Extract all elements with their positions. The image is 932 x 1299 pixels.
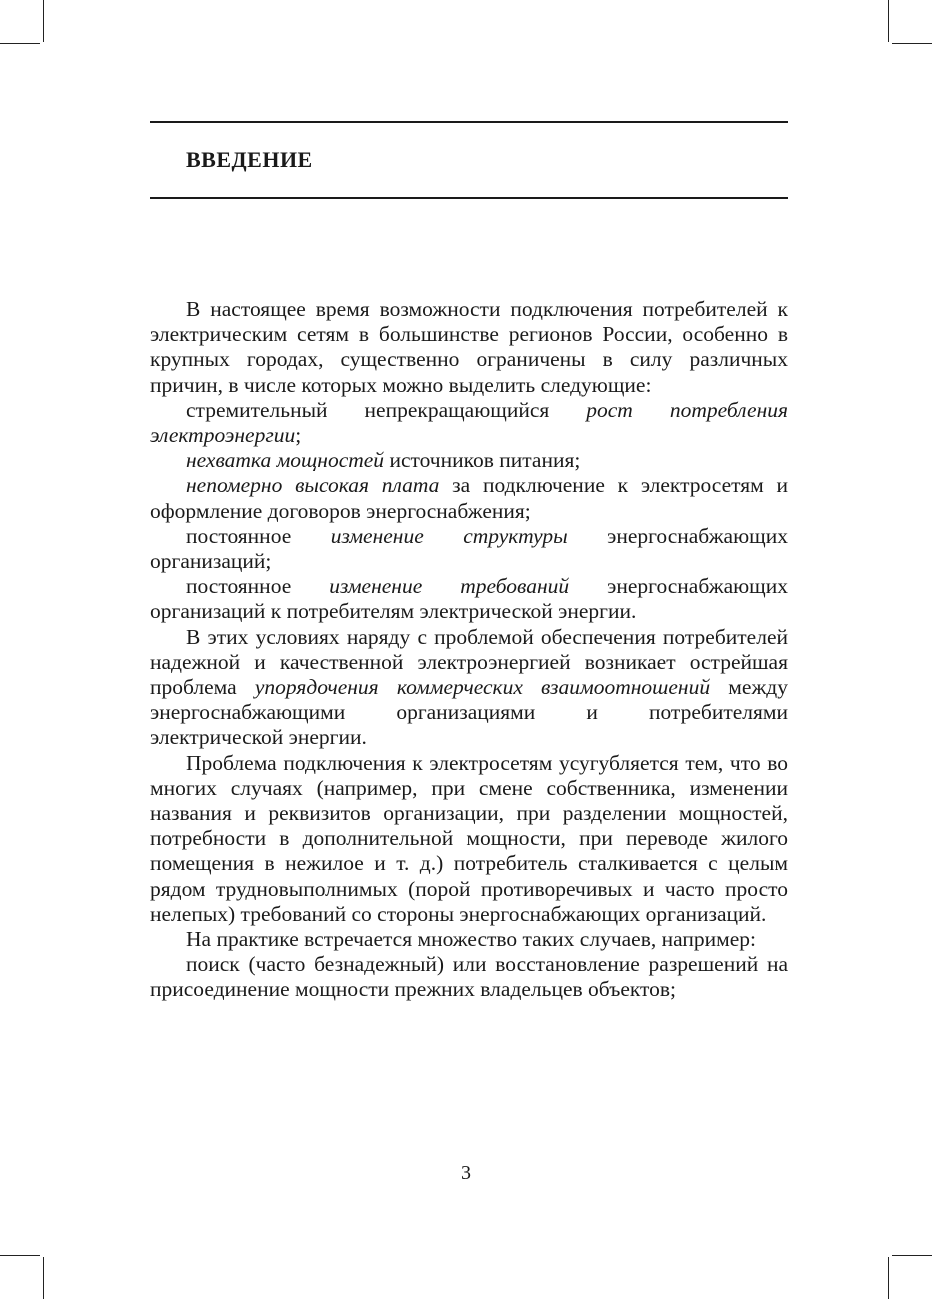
emphasis-text: непомерно высокая плата (186, 473, 440, 498)
paragraph (150, 297, 788, 398)
crop-mark (0, 43, 40, 44)
crop-mark (0, 1255, 40, 1256)
page-number: 3 (461, 1162, 471, 1184)
emphasis-text: изменение требований (329, 574, 570, 599)
heading-bottom-rule (150, 197, 788, 199)
paragraph (150, 398, 788, 448)
text-segment: источников питания; (384, 448, 581, 473)
crop-mark (892, 43, 932, 44)
text-segment: стремительный непрекращающийся (186, 397, 587, 422)
text-segment: ; (295, 423, 302, 448)
text-segment: В настоящее время возможности подключения потребителей к электрическим сетям в большинстве регионов России, особенно в крупных городах, существенно ограничены в силу различных причин, в числе которых можно выделить следующие: (150, 297, 788, 397)
text-segment: В этих условиях наряду с проблемой обеспечения потребителей надежной и качественной электроэнергией возникает острейшая проблема (150, 624, 788, 700)
crop-mark (43, 0, 44, 42)
text-segment: энергоснабжающих организаций к потребителям электрической энергии. (150, 574, 788, 624)
text-segment: энергоснабжающих организаций; (150, 523, 788, 574)
crop-mark (888, 1257, 889, 1299)
text-segment: постоянное (186, 574, 330, 599)
emphasis-text: нехватка мощностей (186, 448, 385, 473)
paragraph (150, 524, 788, 574)
paragraph (150, 625, 788, 751)
heading-top-rule (150, 121, 788, 123)
body-text (150, 297, 788, 1003)
crop-mark (888, 0, 889, 42)
emphasis-text: упорядочения коммерческих взаимоотношений (254, 675, 711, 700)
paragraph (150, 927, 788, 952)
emphasis-text: рост потребления электроэнергии (150, 397, 789, 448)
crop-mark (892, 1255, 932, 1256)
text-segment: за подключение к электросетям и оформление договоров энергоснабжения; (150, 473, 788, 523)
text-segment: На практике встречается множество таких случаев, например: (186, 927, 757, 952)
paragraph (150, 751, 788, 927)
emphasis-text: изменение структуры (330, 523, 568, 548)
text-segment: между энергоснабжающими организациями и потребителями электрической энергии. (150, 675, 788, 750)
text-segment: поиск (часто безнадежный) или восстановление разрешений на присоединение мощности прежних владельцев объектов; (150, 952, 788, 1002)
paragraph (150, 574, 788, 624)
text-segment: Проблема подключения к электросетям усугубляется тем, что во многих случаях (например, при смене собственника, изменении названия и реквизитов организации, при разделении мощностей, потребности в дополнительной мощности, при переводе жилого помещения в нежилое и т. д.) потребитель сталкивается с целым рядом трудновыполнимых (порой противоречивых и часто просто нелепых) требований со стороны энергоснабжающих организаций. (150, 750, 788, 926)
section-heading: ВВЕДЕНИЕ (186, 147, 313, 172)
paragraph (150, 952, 788, 1002)
text-segment: постоянное (186, 523, 331, 548)
paragraph (150, 448, 788, 473)
paragraph (150, 473, 788, 523)
crop-mark (43, 1257, 44, 1299)
